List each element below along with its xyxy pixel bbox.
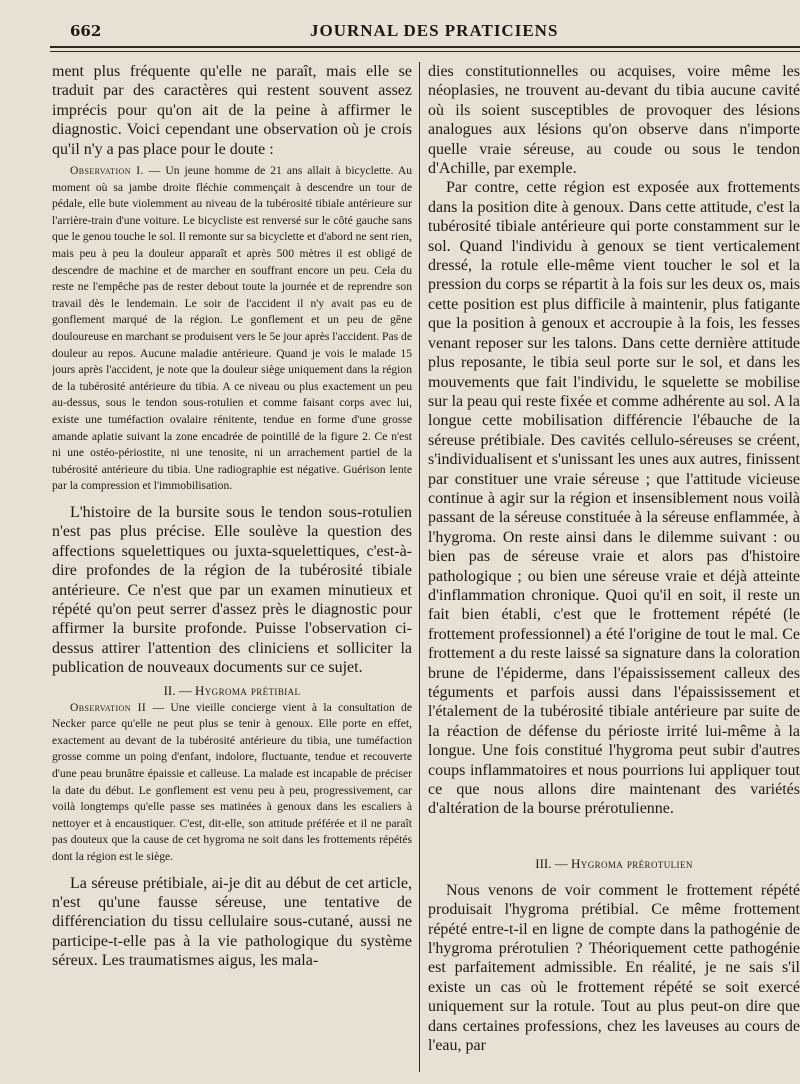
section-heading-3-title: Hygroma prérotulien: [571, 855, 693, 871]
right-paragraph-2: Par contre, cette région est exposée aux frottements dans la position dite à genoux. Dans cette attitude, c'est la tubérosité tibiale antérieure qui porte constamment sur le sol. Quand l'individu à genoux se tient verticalement dressé, la rotule elle-même vient toucher le sol et la pression du corps se répartit à la fois sur les deux os, mais cette position est plus difficile à maintenir, plus fatigante que la position à genoux et accroupie à la fois, les fesses venant reposer sur les talons. Dans cette dernière attitude plus reposante, le tibia seul porte sur le sol, et dans les mouvements que fait l'individu, le squelette se mobilise sur la peau qui reste fixée et comme adhérente au sol. A la longue cette mobilisation différencie l'ébauche de la séreuse prétibiale. Des cavités cellulo-séreuses se créent, s'individualisent et s'unissant les unes aux autres, finissent par constituer une vraie séreuse ; que l'attitude vicieuse continue à agir sur la région et insensiblement nous voilà passant de la séreuse constituée à la séreuse enflammée, à l'hygroma. On reste ainsi dans le dilemme suivant : ou bien pas de séreuse vraie et alors pas d'histoire pathologique ; ou bien une séreuse vraie et déjà atteinte d'inflammation chronique. Quoi qu'il en soit, il reste un fait bien établi, c'est que le frottement répété (le frottement professionnel) a été l'origine de tout le mal. Ce frottement a du reste laissé sa signature dans la coloration brune de l'épiderme, dans l'épaississement calleux des téguments et parfois aussi dans l'épaississement et l'étalement de la tubérosité tibiale antérieure par suite de la réaction de défense du périoste irrité lui-même à la longue. Une fois constitué l'hygroma peut subir d'autres coups inflammatoires et nous pourrions lui appliquer tout ce que nous allons dire maintenant des variétés d'altération de la bourse prérotulienne.: [428, 179, 800, 818]
section-heading-2-number: II. —: [163, 682, 195, 698]
left-paragraph-1: ment plus fréquente qu'elle ne paraît, mais elle se traduit par des caractères qui restent souvent assez imprécis pour qu'on ait de la peine à affirmer le diagnostic. Voici cependant une observation où je crois qu'il n'y a pas place pour le doute :: [52, 63, 412, 158]
right-paragraph-1: dies constitutionnelles ou acquises, voire même les néoplasies, ne trouvent au-devant du tibia aucune cavité où ils soient susceptibles de provoquer des lésions analogues aux lésions qu'on observe dans n'importe quelle vraie séreuse, au coude ou sous le tendon d'Achille, par exemple.: [428, 63, 800, 178]
observation-2: [52, 700, 412, 866]
journal-title: JOURNAL DES PRATICIENS: [310, 21, 559, 40]
observation-1: [52, 163, 412, 495]
right-paragraph-3: Nous venons de voir comment le frottement répété produisait l'hygroma prétibial. Ce même frottement répété entre-t-il en ligne de compte dans la pathogénie de l'hygroma prérotulien ? Théoriquement cette pathogénie est parfaitement admissible. En réalité, je ne sais s'il existe un cas où le frottement répété se soit exercé uniquement sur la rotule. Tout au plus peut-on dire que dans certaines professions, chez les laveuses au cours de l'eau, par: [428, 881, 800, 1055]
section-heading-2: [52, 682, 412, 700]
left-column: [52, 62, 412, 1072]
page-number: 662: [70, 22, 102, 40]
header-rule: [50, 46, 800, 48]
observation-1-label: Observation I.: [70, 164, 144, 178]
observation-2-text: — Une vieille concierge vient à la consultation de Necker parce qu'elle ne peut plus se tenir à genoux. Elle porte en effet, exactement au devant de la tubérosité antérieure du tibia, une tuméfaction grosse comme un poing d'enfant, indolore, fluctuante, tendue et recouverte d'une peau brunâtre épaissie et calleuse. La malade est incapable de préciser la date du début. Le gonflement est venu peu à peu, progressivement, car voilà longtemps qu'elle passe ses matinées à genoux dans les escaliers à nettoyer et à encaustiquer. C'est, dit-elle, son attitude préférée et il ne paraît pas douteux que la cause de cet hygroma ne soit dans les frottements répétés dont la région est le siège.: [52, 700, 412, 863]
column-divider: [419, 62, 420, 1072]
section-heading-2-title: Hygroma prétibial: [194, 682, 301, 698]
section-heading-3: [428, 855, 800, 873]
right-column: [428, 62, 800, 1072]
header-rule-thin: [50, 51, 800, 52]
observation-2-label: Observation II: [70, 700, 147, 714]
left-paragraph-2: L'histoire de la bursite sous le tendon sous-rotulien n'est pas plus précise. Elle soulève la question des affections squelettiques ou juxta-squelettiques, c'est-à-dire profondes de la région de la tubérosité tibiale antérieure. Ce n'est que par un examen minutieux et répété qu'on peut serrer d'assez près le diagnostic pour affirmer la bursite profonde. Puisse l'observation ci-dessus attirer l'attention des cliniciens et solliciter la publication de nouveaux documents sur ce sujet.: [52, 503, 412, 677]
left-paragraph-3: La séreuse prétibiale, ai-je dit au début de cet article, n'est qu'une fausse séreuse, une tentative de différenciation du tissu cellulaire sous-cutané, aussi ne participe-t-elle pas à la vie pathologique du système séreux. Les traumatismes aigus, les mala-: [52, 874, 412, 970]
page-header: [0, 18, 800, 44]
observation-1-text: — Un jeune homme de 21 ans allait à bicyclette. Au moment où sa jambe droite fléchie commençait à descendre un tour de pédale, elle bute violemment au niveau de la tubérosité tibiale antérieure sur l'arrière-train d'une voiture. Le bicycliste est renversé sur le côté gauche sans que le genou touche le sol. Il remonte sur sa bicyclette et d'abord ne sent rien, mais peu à peu la douleur apparaît et après 500 mètres il est obligé de descendre de machine et de marcher en souffrant encore un peu. Cela du reste ne l'empêche pas de rester debout toute la journée et de reprendre son travail dès le lendemain. Le soir de l'accident il n'y avait pas eu de gonflement marqué de la région. Le gonflement et un peu de gêne douloureuse en marchant se produisent vers le 5e jour après l'accident. Pas de douleur au repos. Aucune maladie antérieure. Quand je vois le malade 15 jours après l'accident, je note que la douleur siège uniquement dans la région de la tubérosité antérieure du tibia. A ce niveau ou plus exactement un peu au-dessus, sous le tendon sous-rotulien et comme faisant corps avec lui, existe une tuméfaction ovalaire rénitente, tendue en forme d'une grosse amande aplatie suivant la zone encadrée de pointillé de la figure 2. Ce n'est ni une ostéo-périostite, ni une tenosite, ni un arrachement partiel de la tubérosité antérieure du tibia. Une radiographie est négative. Guérison lente par la compression et l'immobilisation.: [52, 164, 412, 493]
section-heading-3-number: III. —: [535, 855, 571, 871]
